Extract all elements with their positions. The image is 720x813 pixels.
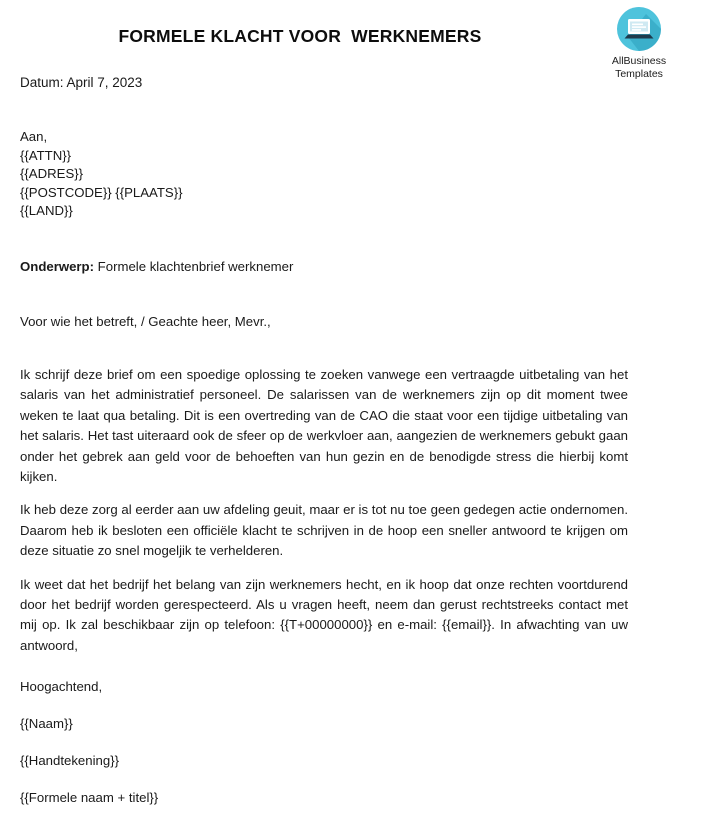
- salutation: Voor wie het betreft, / Geachte heer, Mevr.,: [20, 314, 271, 329]
- brand-name-line1: AllBusiness: [611, 55, 667, 67]
- recipient-address-block: [20, 128, 183, 221]
- address-line: {{ATTN}}: [20, 147, 72, 163]
- address-line: {{ADRES}}: [20, 166, 84, 182]
- brand-name-line2: Templates: [615, 67, 663, 80]
- signature-placeholder: {{Handtekening}}: [20, 753, 120, 768]
- address-line: {{LAND}}: [20, 203, 73, 219]
- signer-title: {{Formele naam + titel}}: [20, 790, 159, 805]
- closing-line: Hoogachtend,: [20, 679, 103, 694]
- address-line: {{POSTCODE}} {{PLAATS}}: [20, 184, 183, 200]
- laptop-icon: [615, 5, 663, 53]
- date-line: Datum: April 7, 2023: [20, 75, 143, 90]
- subject-line: [20, 259, 293, 274]
- brand-name: [596, 55, 682, 80]
- address-line: Aan,: [20, 129, 48, 144]
- signer-name: {{Naam}}: [20, 716, 73, 731]
- signature-block: [20, 679, 158, 805]
- subject-label: Onderwerp:: [20, 259, 95, 274]
- body-paragraph: Ik weet dat het bedrijf het belang van zijn werknemers hecht, en ik hoop dat onze rechten voortdurend door het bedrijf worden gerespecteerd. Als u vragen heeft, neem dan gerust rechtstreeks contact met mij op. Ik zal beschikbaar zijn op telefoon: {{T+00000000}} en e-mail: {{email}}. In afwachting van uw antwoord,: [20, 576, 628, 653]
- body-paragraph: Ik schrijf deze brief om een spoedige oplossing te zoeken vanwege een vertraagde uitbetaling van het salaris van het administratief personeel. De salarissen van de werknemers zijn op dit moment twee weken te laat qua betaling. Dit is een overtreding van de CAO die staat voor een tijdige uitbetaling van het salaris. Het tast uiteraard ook de sfeer op de werkvloer aan, aangezien de werknemers gebukt gaan onder het gebrek aan geld voor de behoeften van hun gezin en de benodigde stress die hierbij komt kijken.: [20, 367, 628, 485]
- brand-logo: [596, 5, 682, 80]
- subject-value: Formele klachtenbrief werknemer: [94, 259, 294, 274]
- body-paragraph: Ik heb deze zorg al eerder aan uw afdeling geuit, maar er is tot nu toe geen gedegen actie ondernomen. Daarom heb ik besloten een officiële klacht te schrijven in de hoop een sneller antwoord te krijgen om deze situatie zo snel mogeljik te verhelderen.: [20, 502, 628, 559]
- page-title: FORMELE KLACHT VOOR WERKNEMERS: [118, 26, 482, 46]
- letter-body: [20, 365, 628, 656]
